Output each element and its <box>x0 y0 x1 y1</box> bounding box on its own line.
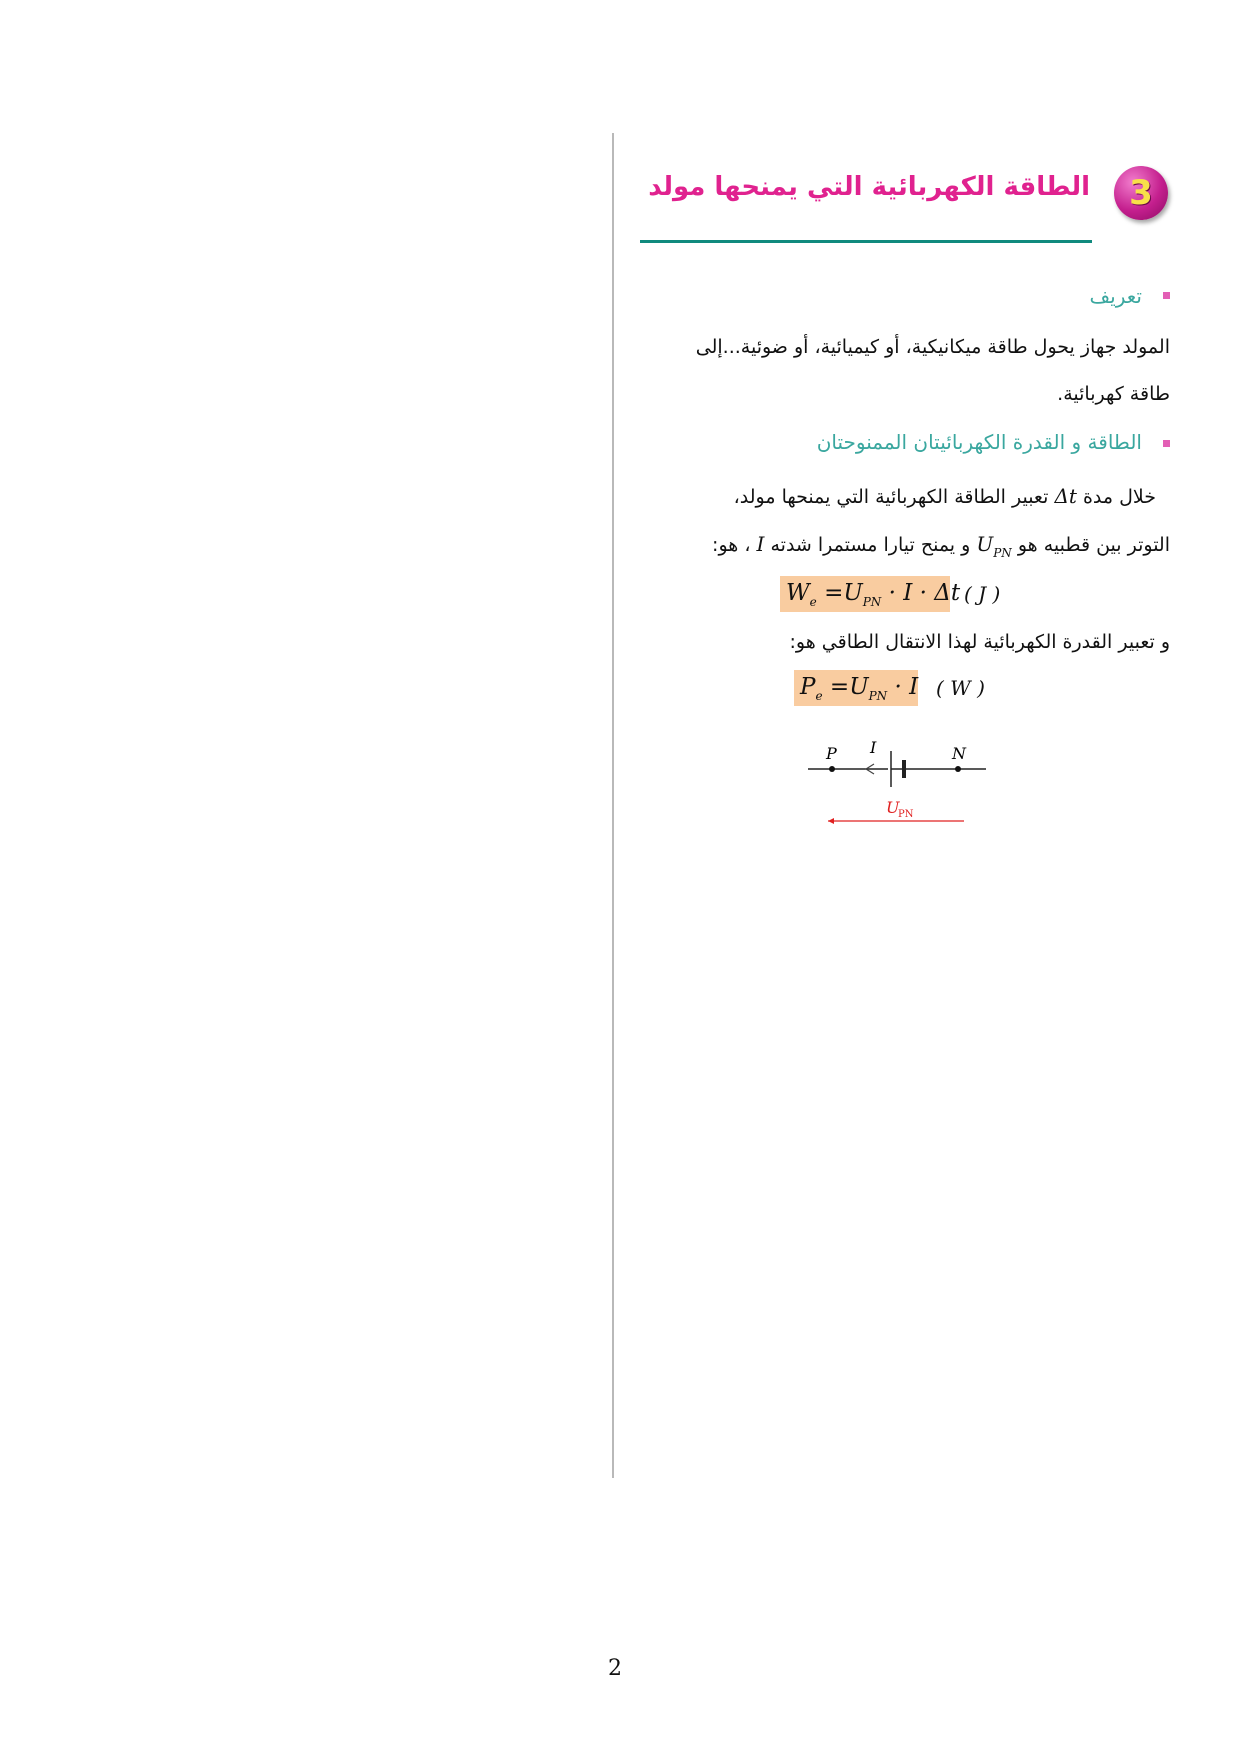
formula-symbol: W <box>786 580 810 606</box>
voltage-subscript: PN <box>993 546 1012 560</box>
label-u-subscript: PN <box>898 809 914 820</box>
power-unit: ( W ) <box>936 676 985 700</box>
delta-t-symbol: Δt <box>1054 484 1077 508</box>
formula-subscript: e <box>815 689 823 703</box>
formula-symbol: P <box>800 674 816 700</box>
label-n: N <box>952 744 966 763</box>
energy-formula-box <box>780 576 961 612</box>
column-divider <box>612 133 614 1478</box>
definition-heading: تعريف <box>1089 284 1142 308</box>
formula-subscript: PN <box>862 595 882 609</box>
power-paragraph-line: و تعبير القدرة الكهربائية لهذا الانتقال الطاقي هو: <box>789 631 1170 653</box>
formula-subscript: PN <box>868 689 888 703</box>
formula-symbol: · I · Δt <box>888 580 961 606</box>
battery-short-plate <box>902 760 906 778</box>
formula-subscript: e <box>809 595 817 609</box>
formula-symbol: U <box>849 674 869 700</box>
voltage-arrow-head-icon <box>828 818 834 824</box>
text-segment: و يمنح تيارا مستمرا شدته <box>770 534 971 556</box>
power-formula <box>800 674 919 703</box>
formula-symbol: = <box>829 674 850 700</box>
text-segment: ، هو: <box>712 534 751 556</box>
voltage-symbol <box>976 530 1011 561</box>
label-u: U <box>886 798 900 817</box>
label-p: P <box>826 744 837 763</box>
label-i: I <box>870 738 877 757</box>
terminal-n-dot <box>955 766 961 772</box>
section-title-underline <box>640 240 1092 243</box>
bullet-icon <box>1163 440 1170 447</box>
definition-line-1: المولد جهاز يحول طاقة ميكانيكية، أو كيميائية، أو ضوئية...إلى <box>695 336 1170 358</box>
terminal-p-dot <box>829 766 835 772</box>
text-segment: التوتر بين قطبيه هو <box>1017 534 1170 556</box>
definition-line-2: طاقة كهربائية. <box>1057 383 1170 405</box>
text-segment: تعبير الطاقة الكهربائية التي يمنحها مولد، <box>733 486 1049 508</box>
section-number-badge <box>1114 166 1168 220</box>
section-title: الطاقة الكهربائية التي يمنحها مولد <box>648 172 1090 202</box>
generator-circuit-diagram <box>800 735 1000 835</box>
section-header <box>640 158 1168 248</box>
page-number: 2 <box>608 1656 622 1681</box>
power-formula-box <box>794 670 918 706</box>
formula-symbol: = <box>824 580 844 606</box>
energy-paragraph-line-1 <box>734 482 1156 511</box>
current-symbol: I <box>756 532 765 556</box>
formula-symbol: · I <box>894 674 919 700</box>
energy-power-heading: الطاقة و القدرة الكهربائيتان الممنوحتان <box>816 430 1142 454</box>
bullet-icon <box>1163 292 1170 299</box>
section-number: 3 <box>1129 173 1153 213</box>
text-segment: خلال مدة <box>1082 486 1156 508</box>
formula-symbol: U <box>843 580 863 606</box>
energy-formula <box>786 580 961 609</box>
voltage-letter: U <box>976 532 994 556</box>
energy-paragraph-line-2 <box>712 530 1170 561</box>
energy-unit: ( J ) <box>964 582 1001 606</box>
